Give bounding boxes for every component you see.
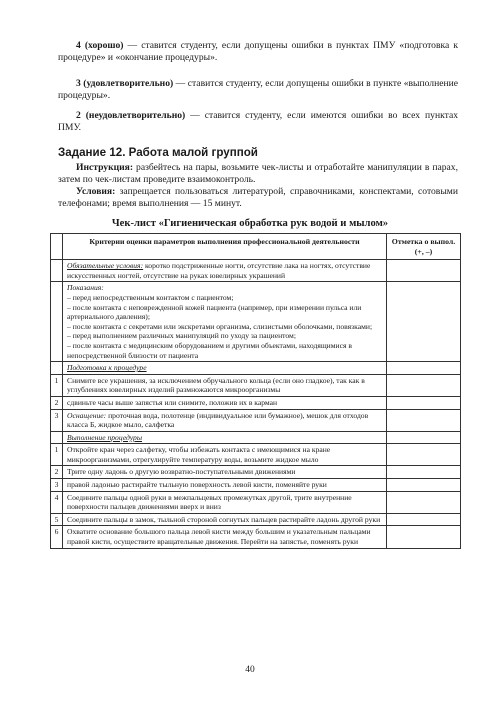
mark-cell[interactable] (387, 444, 461, 466)
table-row (51, 513, 461, 526)
indications-cell (63, 282, 387, 362)
section-row (51, 431, 461, 444)
step-text: сдвиньте часы выше запястья или снимите, положив их в карман (63, 396, 387, 409)
step-text: Соедините пальцы в замок, тыльной стороной согнутых пальцев растирайте ладонь другой руки (63, 513, 387, 526)
step-number: 4 (51, 491, 63, 513)
table-row (51, 491, 461, 513)
step-number: 3 (51, 409, 63, 431)
grade-2-label: 2 (неудовлетворительно) (76, 110, 186, 121)
section-prep-label: Подготовка к процедуре (63, 362, 387, 375)
mark-cell[interactable] (387, 374, 461, 396)
table-row (51, 466, 461, 479)
section-row (51, 362, 461, 375)
mark-cell[interactable] (387, 526, 461, 548)
grade-3-text: — ставится студенту, если допущены ошибки в пункте «выполнение процедуры». (58, 78, 458, 102)
step-number: 2 (51, 466, 63, 479)
instruction-label: Инструкция: (76, 162, 134, 173)
step-text: Откройте кран через салфетку, чтобы избежать контакта с имеющимися на кране микроорганизмами, отрегулируйте температуру воды, возьмите жидкое мыло (63, 444, 387, 466)
header-criteria: Критерии оценки параметров выполнения профессиональной деятельности (63, 234, 387, 260)
indications-label: Показания: (67, 283, 104, 293)
table-row (51, 260, 461, 282)
indication-item: – после контакта с неповрежденной кожей пациента (например, при измерении пульса или артериального давления); (67, 302, 362, 322)
grade-4-label: 4 (хорошо) (76, 40, 124, 51)
step-text: Соедините пальцы одной руки в межпальцевых промежутках другой, трите внутренние поверхности пальцев движениями вверх и вниз (63, 491, 387, 513)
step-number: 1 (51, 444, 63, 466)
mark-cell[interactable] (387, 513, 461, 526)
conditions-text: запрещается пользоваться литературой, справочниками, конспектами, сотовыми телефонами; время выполнения — 15 минут. (58, 186, 458, 210)
table-row (51, 396, 461, 409)
checklist-table (50, 233, 461, 549)
step-text: Снимите все украшения, за исключением обручального кольца (если оно гладкое), так как в углублениях ювелирных изделий размножаются микроорганизмы (63, 374, 387, 396)
mark-cell[interactable] (387, 260, 461, 282)
conditions-label: Условия: (76, 186, 116, 197)
grade-2-text: — ставится студенту, если имеются ошибки во всех пунктах ПМУ. (58, 110, 458, 134)
checklist-title: Чек-лист «Гигиеническая обработка рук водой и мылом» (111, 218, 389, 229)
grade-2-paragraph (58, 110, 458, 135)
table-row (51, 374, 461, 396)
indication-item: – перед непосредственным контактом с пациентом; (67, 292, 234, 302)
equipment-label: Оснащение: (67, 410, 107, 420)
mark-cell[interactable] (387, 479, 461, 492)
page-number: 40 (245, 665, 255, 675)
table-header-row (51, 234, 461, 260)
header-num-cell (51, 234, 63, 260)
step-number: 3 (51, 479, 63, 492)
grade-3-paragraph (58, 78, 458, 103)
table-row (51, 409, 461, 431)
step-text (63, 409, 387, 431)
mandatory-conditions-cell (63, 260, 387, 282)
mandatory-text: коротко подстриженные ногти, отсутствие лака на ногтях, отсутствие искусственных ногтей, отсутствие на руках ювелирных украшений (67, 261, 371, 280)
mandatory-label: Обязательные условия: (67, 261, 144, 271)
mark-cell[interactable] (387, 282, 461, 362)
instruction-paragraph (58, 162, 458, 187)
table-row (51, 479, 461, 492)
indication-item: – после контакта с секретами или экскретами организма, слизистыми оболочками, повязками; (67, 321, 373, 331)
instruction-text: разбейтесь на пары, возьмите чек-листы и отработайте манипуляции в парах, затем по чек-листам проведите взаимоконтроль. (58, 162, 458, 186)
table-row (51, 526, 461, 548)
header-mark: Отметка о выпол. (+, –) (387, 234, 461, 260)
grade-4-paragraph (58, 40, 458, 65)
indication-item: – после контакта с медицинским оборудованием и другими объектами, находящимися в непосредственной близости от пациента (67, 340, 352, 360)
step-number: 2 (51, 396, 63, 409)
equipment-text: проточная вода, полотенце (индивидуальное или бумажное), мешок для отходов класса Б, жидкое мыло, салфетка (67, 410, 369, 430)
table-row (51, 282, 461, 362)
grade-4-text: — ставится студенту, если допущены ошибки в пунктах ПМУ «подготовка к процедуре» и «окончание процедуры». (58, 40, 458, 64)
mark-cell[interactable] (387, 409, 461, 431)
step-number: 6 (51, 526, 63, 548)
grade-3-label: 3 (удовлетворительно) (76, 78, 174, 89)
mark-cell[interactable] (387, 362, 461, 375)
step-text: правой ладонью растирайте тыльную поверхность левой кисти, поменяйте руки (63, 479, 387, 492)
step-text: Охватите основание большого пальца левой кисти между большим и указательным пальцами правой кисти, осуществите вращательные движения. Перейти на запястье, поменять руки (63, 526, 387, 548)
step-text: Трите одну ладонь о другую возвратно-поступательными движениями (63, 466, 387, 479)
mark-cell[interactable] (387, 466, 461, 479)
mark-cell[interactable] (387, 491, 461, 513)
section-exec-label: Выполнение процедуры (63, 431, 387, 444)
task-heading: Задание 12. Работа малой группой (58, 146, 258, 159)
step-number: 5 (51, 513, 63, 526)
conditions-paragraph (58, 186, 458, 211)
indication-item: – перед выполнением различных манипуляций по уходу за пациентом; (67, 331, 296, 341)
table-row (51, 444, 461, 466)
mark-cell[interactable] (387, 431, 461, 444)
mark-cell[interactable] (387, 396, 461, 409)
step-number: 1 (51, 374, 63, 396)
